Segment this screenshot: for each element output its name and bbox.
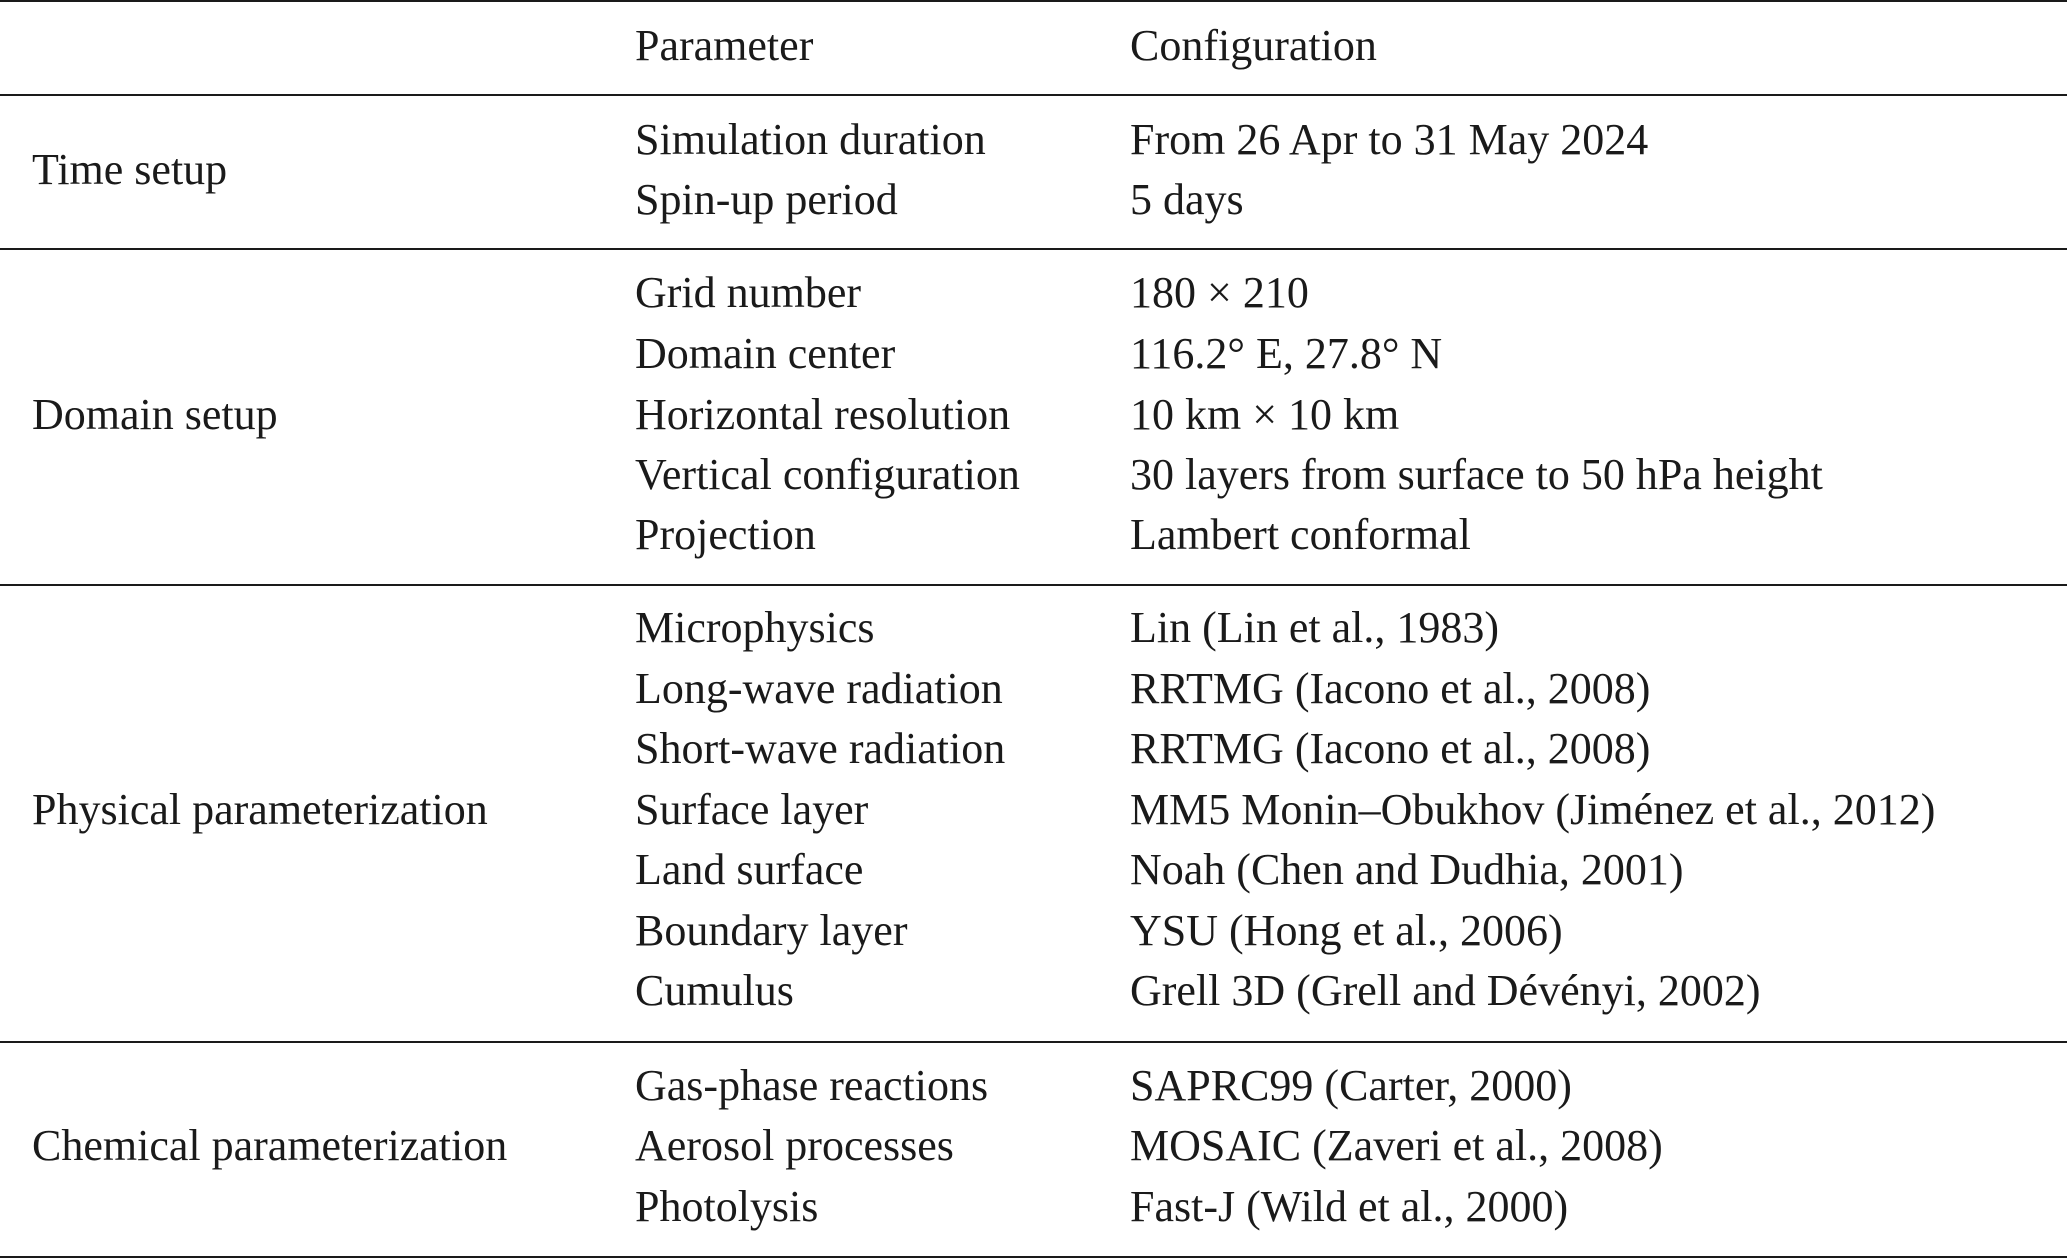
param-cell: Projection	[635, 510, 816, 559]
config-cell: MOSAIC (Zaveri et al., 2008)	[1130, 1121, 1663, 1170]
config-cell: 116.2° E, 27.8° N	[1130, 329, 1443, 378]
param-cell: Surface layer	[635, 785, 869, 834]
config-cell: Grell 3D (Grell and Dévényi, 2002)	[1130, 966, 1761, 1015]
config-cell: Lin (Lin et al., 1983)	[1130, 603, 1500, 652]
param-cell: Vertical configuration	[635, 450, 1020, 499]
param-cell: Photolysis	[635, 1182, 819, 1231]
section-rule-time	[0, 248, 2067, 250]
param-cell: Domain center	[635, 329, 896, 378]
param-cell: Short-wave radiation	[635, 724, 1006, 773]
param-cell: Simulation duration	[635, 115, 986, 164]
param-cell: Aerosol processes	[635, 1121, 954, 1170]
param-cell: Horizontal resolution	[635, 390, 1011, 439]
section-rule-domain	[0, 584, 2067, 586]
config-cell: MM5 Monin–Obukhov (Jiménez et al., 2012)	[1130, 785, 1936, 834]
param-cell: Grid number	[635, 268, 862, 317]
config-cell: 5 days	[1130, 175, 1244, 224]
group-label-time-setup: Time setup	[32, 145, 228, 194]
group-label-chemical-parameterization: Chemical parameterization	[32, 1121, 508, 1170]
param-cell: Boundary layer	[635, 906, 908, 955]
param-cell: Long-wave radiation	[635, 664, 1003, 713]
config-cell: 30 layers from surface to 50 hPa height	[1130, 450, 1823, 499]
param-cell: Land surface	[635, 845, 864, 894]
config-cell: SAPRC99 (Carter, 2000)	[1130, 1061, 1572, 1110]
config-cell: RRTMG (Iacono et al., 2008)	[1130, 724, 1651, 773]
config-cell: Fast-J (Wild et al., 2000)	[1130, 1182, 1569, 1231]
header-configuration: Configuration	[1130, 21, 1377, 70]
header-rule	[0, 94, 2067, 96]
config-cell: 180 × 210	[1130, 268, 1309, 317]
param-cell: Gas-phase reactions	[635, 1061, 989, 1110]
config-cell: From 26 Apr to 31 May 2024	[1130, 115, 1649, 164]
param-cell: Spin-up period	[635, 175, 898, 224]
config-cell: 10 km × 10 km	[1130, 390, 1400, 439]
param-cell: Microphysics	[635, 603, 875, 652]
header-parameter: Parameter	[635, 21, 814, 70]
config-cell: RRTMG (Iacono et al., 2008)	[1130, 664, 1651, 713]
config-cell: Noah (Chen and Dudhia, 2001)	[1130, 845, 1684, 894]
param-cell: Cumulus	[635, 966, 794, 1015]
config-cell: YSU (Hong et al., 2006)	[1130, 906, 1563, 955]
group-label-domain-setup: Domain setup	[32, 390, 278, 439]
top-rule	[0, 0, 2067, 2]
config-cell: Lambert conformal	[1130, 510, 1471, 559]
group-label-physical-parameterization: Physical parameterization	[32, 785, 488, 834]
section-rule-physical	[0, 1041, 2067, 1043]
bottom-rule	[0, 1256, 2067, 1258]
